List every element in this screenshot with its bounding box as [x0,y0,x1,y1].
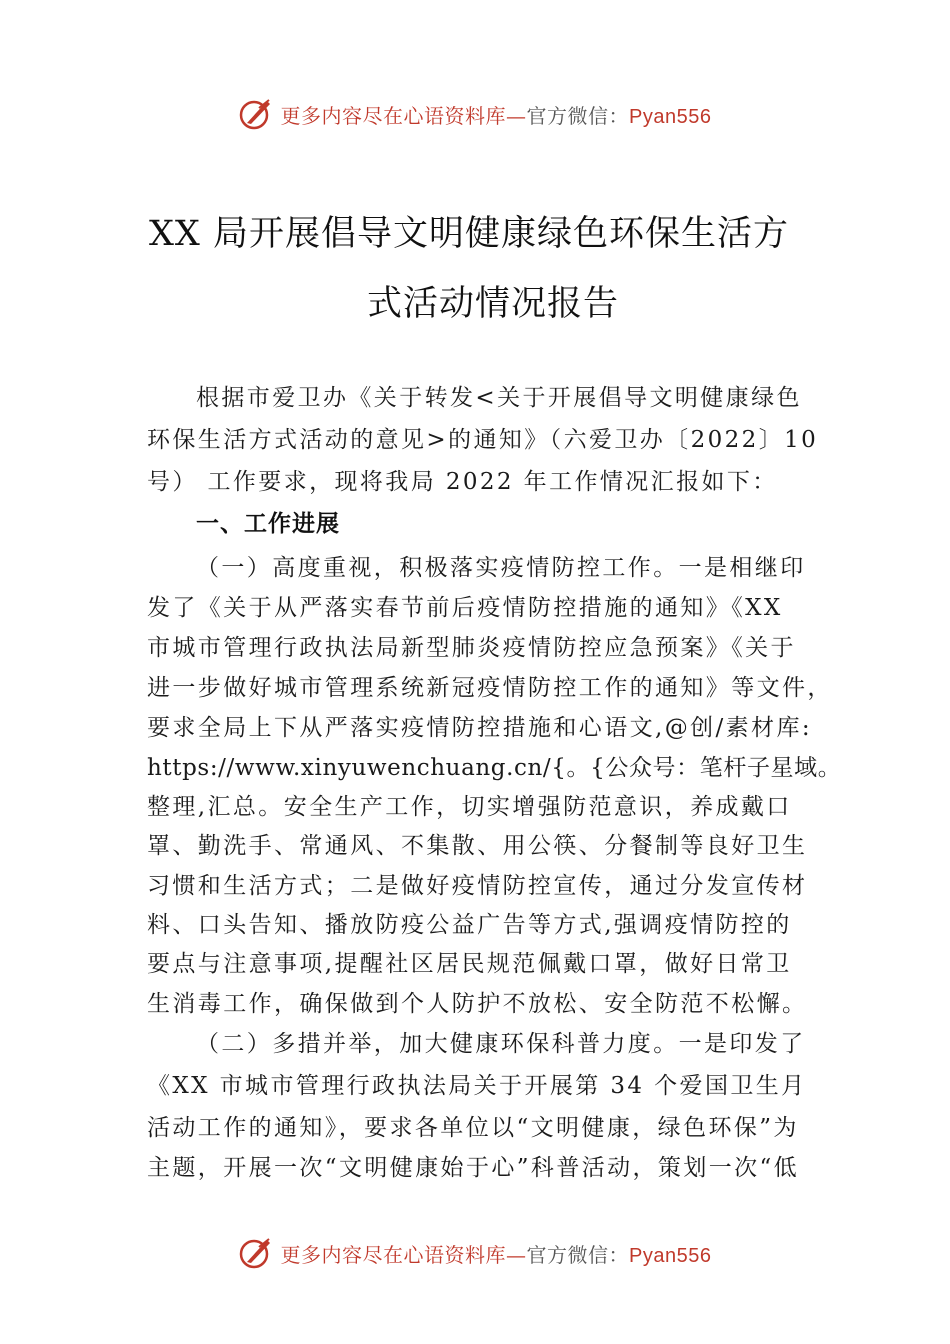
quill-logo-icon [239,1235,275,1271]
watermark-header [0,94,950,134]
body-line: https://www.xinyuwenchuang.cn/{。{公众号：笔杆子星域。 [147,755,842,781]
body-line: 要求全局上下从严落实疫情防控措施和心语文,@创/素材库: [147,715,813,741]
body-line: 《XX 市城市管理行政执法局关于开展第 34 个爱国卫生月 [147,1073,807,1099]
watermark-official-label: 官方微信： [526,103,630,128]
body-line: 活动工作的通知》，要求各单位以“文明健康，绿色环保”为 [147,1115,799,1141]
watermark-main-text: 更多内容尽在心语资料库 [280,103,507,128]
body-line: 市城市管理行政执法局新型肺炎疫情防控应急预案》《关于 [147,635,796,661]
body-line: （一）高度重视，积极落实疫情防控工作。一是相继印 [196,555,806,581]
section-heading: 一、工作进展 [196,511,340,537]
body-line: 根据市爱卫办《关于转发<关于开展倡导文明健康绿色 [196,385,802,411]
watermark-text [281,1239,712,1268]
watermark-official-label: 官方微信： [526,1242,630,1267]
document-title-line-2: 式活动情况报告 [366,284,619,324]
body-line: 发了《关于从严落实春节前后疫情防控措施的通知》《XX [147,595,783,621]
body-line: 环保生活方式活动的意见>的通知》（六爱卫办〔2022〕10 [147,427,819,453]
body-line: 料、口头告知、播放防疫公益广告等方式,强调疫情防控的 [147,912,792,938]
body-line: 生消毒工作，确保做到个人防护不放松、安全防范不松懈。 [147,991,808,1017]
body-line: 罩、勤洗手、常通风、不集散、用公筷、分餐制等良好卫生 [147,833,808,859]
watermark-text [281,100,712,129]
body-line: 号） 工作要求，现将我局 2022 年工作情况汇报如下： [147,469,778,495]
watermark-wechat-id: Pyan556 [629,105,712,128]
body-line: （二）多措并举，加大健康环保科普力度。一是印发了 [196,1031,806,1057]
body-line: 主题，开展一次“文明健康始于心”科普活动，策划一次“低 [147,1155,800,1181]
body-line: 进一步做好城市管理系统新冠疫情防控工作的通知》等文件， [147,675,833,701]
body-line: 习惯和生活方式；二是做好疫情防控宣传，通过分发宣传材 [147,873,808,899]
watermark-footer [0,1233,950,1273]
watermark-main-text: 更多内容尽在心语资料库 [280,1242,507,1267]
body-line: 要点与注意事项,提醒社区居民规范佩戴口罩，做好日常卫 [147,951,792,977]
body-line: 整理,汇总。安全生产工作，切实增强防范意识，养成戴口 [147,794,792,820]
watermark-separator: — [506,1242,527,1267]
watermark-wechat-id: Pyan556 [629,1244,712,1267]
watermark-separator: — [506,103,527,128]
quill-logo-icon [239,96,275,132]
document-title-line-1: XX 局开展倡导文明健康绿色环保生活方 [149,214,789,254]
